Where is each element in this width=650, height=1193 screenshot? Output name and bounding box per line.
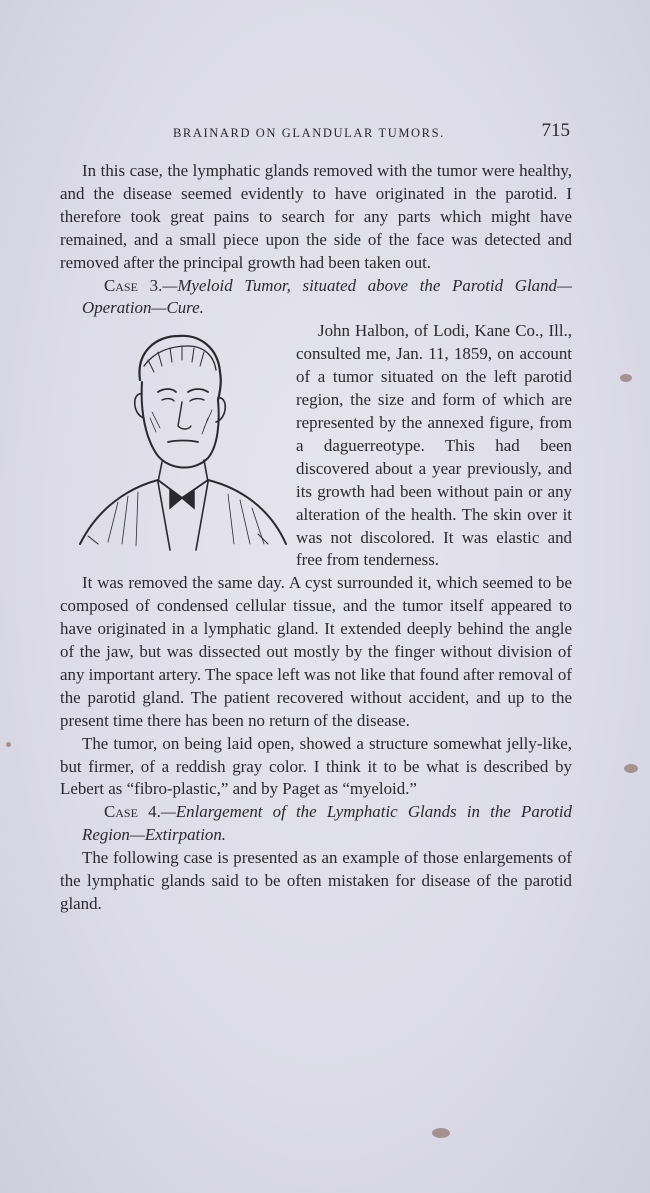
case-3-heading <box>60 275 572 321</box>
paragraph-3: It was removed the same day. A cyst surrounded it, which seemed to be composed of condensed cellular tissue, and the tumor itself appeared to have originated in a lymphatic gland. It extended deeply behind the angle of the jaw, but was dissected out mostly by the finger without division of any important artery. The space left was not like that found after removal of the parotid gland. The patient recovered without accident, and up to the present time there has been no return of the disease. <box>60 573 572 730</box>
portrait-engraving <box>58 322 290 552</box>
page-number: 715 <box>541 120 570 141</box>
paragraph-2: John Halbon, of Lodi, Kane Co., Ill., consulted me, Jan. 11, 1859, on account of a tumor situated on the left parotid region, the size and form of which are represented by the annexed figure, from a daguerreotype. This had been discovered about a year previously, and its growth had been without pain or any alteration of the health. The skin over it was not discolored. It was elastic and free from tenderness. <box>296 321 572 570</box>
portrait-illustration <box>58 322 290 552</box>
paragraph-5: The following case is presented as an example of those enlargements of the lymphatic glands said to be often mistaken for disease of the parotid gland. <box>60 848 572 913</box>
case-4-label: Case 4. <box>104 802 161 822</box>
paragraph-4: The tumor, on being laid open, showed a structure somewhat jelly-like, but firmer, of a reddish gray color. I think it to be what is described by Lebert as “fibro-plastic,” and by Paget as “myeloid.” <box>60 733 572 799</box>
ink-stain <box>620 374 632 382</box>
case-3-title: —Myeloid Tumor, situated above the Parotid Gland—Operation—Cure. <box>82 275 572 318</box>
case-4-title: —Enlargement of the Lymphatic Glands in the Parotid Region—Extirpation. <box>82 802 572 845</box>
page-header <box>60 120 572 146</box>
case-4-heading <box>60 801 572 847</box>
running-title: BRAINARD ON GLANDULAR TUMORS. <box>173 126 445 140</box>
page-body <box>60 160 572 916</box>
case-3-label: Case 3. <box>104 275 163 295</box>
ink-stain <box>6 742 11 747</box>
ink-stain <box>624 764 638 773</box>
ink-stain <box>432 1128 450 1138</box>
paragraph-1: In this case, the lymphatic glands removed with the tumor were healthy, and the disease seemed evidently to have originated in the parotid. I therefore took great pains to search for any parts which might have remained, and a small piece upon the side of the face was detected and removed after the principal growth had been taken out. <box>60 161 572 272</box>
